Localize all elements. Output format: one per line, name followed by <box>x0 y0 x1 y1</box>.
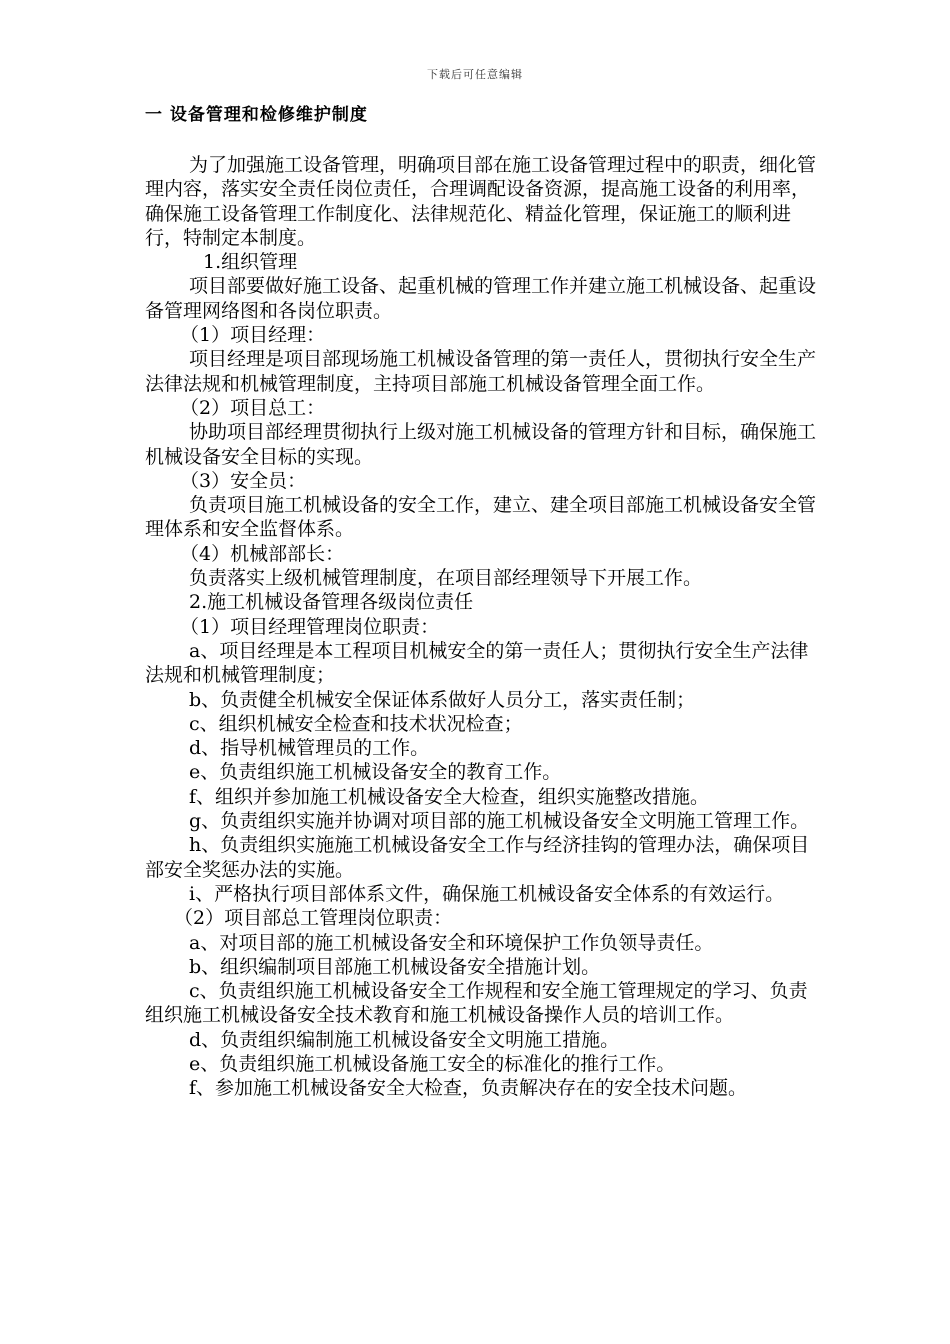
document-body <box>145 145 825 1101</box>
paragraph: 负责落实上级机械管理制度，在项目部经理领导下开展工作。 <box>189 567 703 590</box>
paragraph: （3）安全员： <box>180 469 307 492</box>
paragraph: 2.施工机械设备管理各级岗位责任 <box>189 591 474 614</box>
paragraph: （1）项目经理管理岗位职责： <box>180 615 440 638</box>
paragraph: d、负责组织编制施工机械设备安全文明施工措施。 <box>189 1028 620 1051</box>
paragraph: 1.组织管理 <box>203 251 298 274</box>
paragraph: e、负责组织施工机械设备施工安全的标准化的推行工作。 <box>189 1052 676 1075</box>
paragraph: g、负责组织实施并协调对项目部的施工机械设备安全文明施工管理工作。 <box>189 810 810 833</box>
header-note: 下载后可任意编辑 <box>427 68 523 81</box>
paragraph: c、组织机械安全检查和技术状况检查； <box>189 712 523 735</box>
paragraph: 协助项目部经理贯彻执行上级对施工机械设备的管理方针和目标，确保施工机械设备安全目标的实现。 <box>145 421 817 468</box>
paragraph: a、项目经理是本工程项目机械安全的第一责任人；贯彻执行安全生产法律法规和机械管理制度； <box>145 639 809 687</box>
paragraph: b、组织编制项目部施工机械设备安全措施计划。 <box>189 955 601 978</box>
paragraph: （2）项目总工： <box>180 396 326 419</box>
paragraph: c、负责组织施工机械设备安全工作规程和安全施工管理规定的学习、负责组织施工机械设备安全技术教育和施工机械设备操作人员的培训工作。 <box>145 980 808 1027</box>
paragraph: 为了加强施工设备管理，明确项目部在施工设备管理过程中的职责，细化管理内容，落实安全责任岗位责任，合理调配设备资源，提高施工设备的利用率，确保施工设备管理工作制度化、法律规范化、精益化管理，保证施工的顺利进行，特制定本制度。 <box>145 154 817 249</box>
paragraph: 负责项目施工机械设备的安全工作，建立、建全项目部施工机械设备安全管理体系和安全监督体系。 <box>145 494 817 541</box>
paragraph: （2）项目部总工管理岗位职责： <box>174 907 453 930</box>
paragraph: （1）项目经理： <box>180 324 326 347</box>
paragraph: f、参加施工机械设备安全大检查，负责解决存在的安全技术问题。 <box>189 1077 748 1100</box>
paragraph: a、对项目部的施工机械设备安全和环境保护工作负领导责任。 <box>189 931 714 954</box>
paragraph: b、负责健全机械安全保证体系做好人员分工，落实责任制； <box>189 688 696 711</box>
paragraph: d、指导机械管理员的工作。 <box>189 737 430 760</box>
paragraph: e、负责组织施工机械设备安全的教育工作。 <box>189 761 562 784</box>
paragraph: （4）机械部部长： <box>180 542 345 565</box>
paragraph: i、严格执行项目部体系文件，确保施工机械设备安全体系的有效运行。 <box>189 882 785 905</box>
paragraph: 项目部要做好施工设备、起重机械的管理工作并建立施工机械设备、起重设备管理网络图和各岗位职责。 <box>145 275 817 322</box>
paragraph: h、负责组织实施施工机械设备安全工作与经济挂钩的管理办法，确保项目部安全奖惩办法的实施。 <box>145 834 810 881</box>
paragraph: f、组织并参加施工机械设备安全大检查，组织实施整改措施。 <box>189 785 710 808</box>
document-title: 一 设备管理和检修维护制度 <box>145 105 368 125</box>
paragraph: 项目经理是项目部现场施工机械设备管理的第一责任人，贯彻执行安全生产法律法规和机械管理制度，主持项目部施工机械设备管理全面工作。 <box>145 348 817 395</box>
